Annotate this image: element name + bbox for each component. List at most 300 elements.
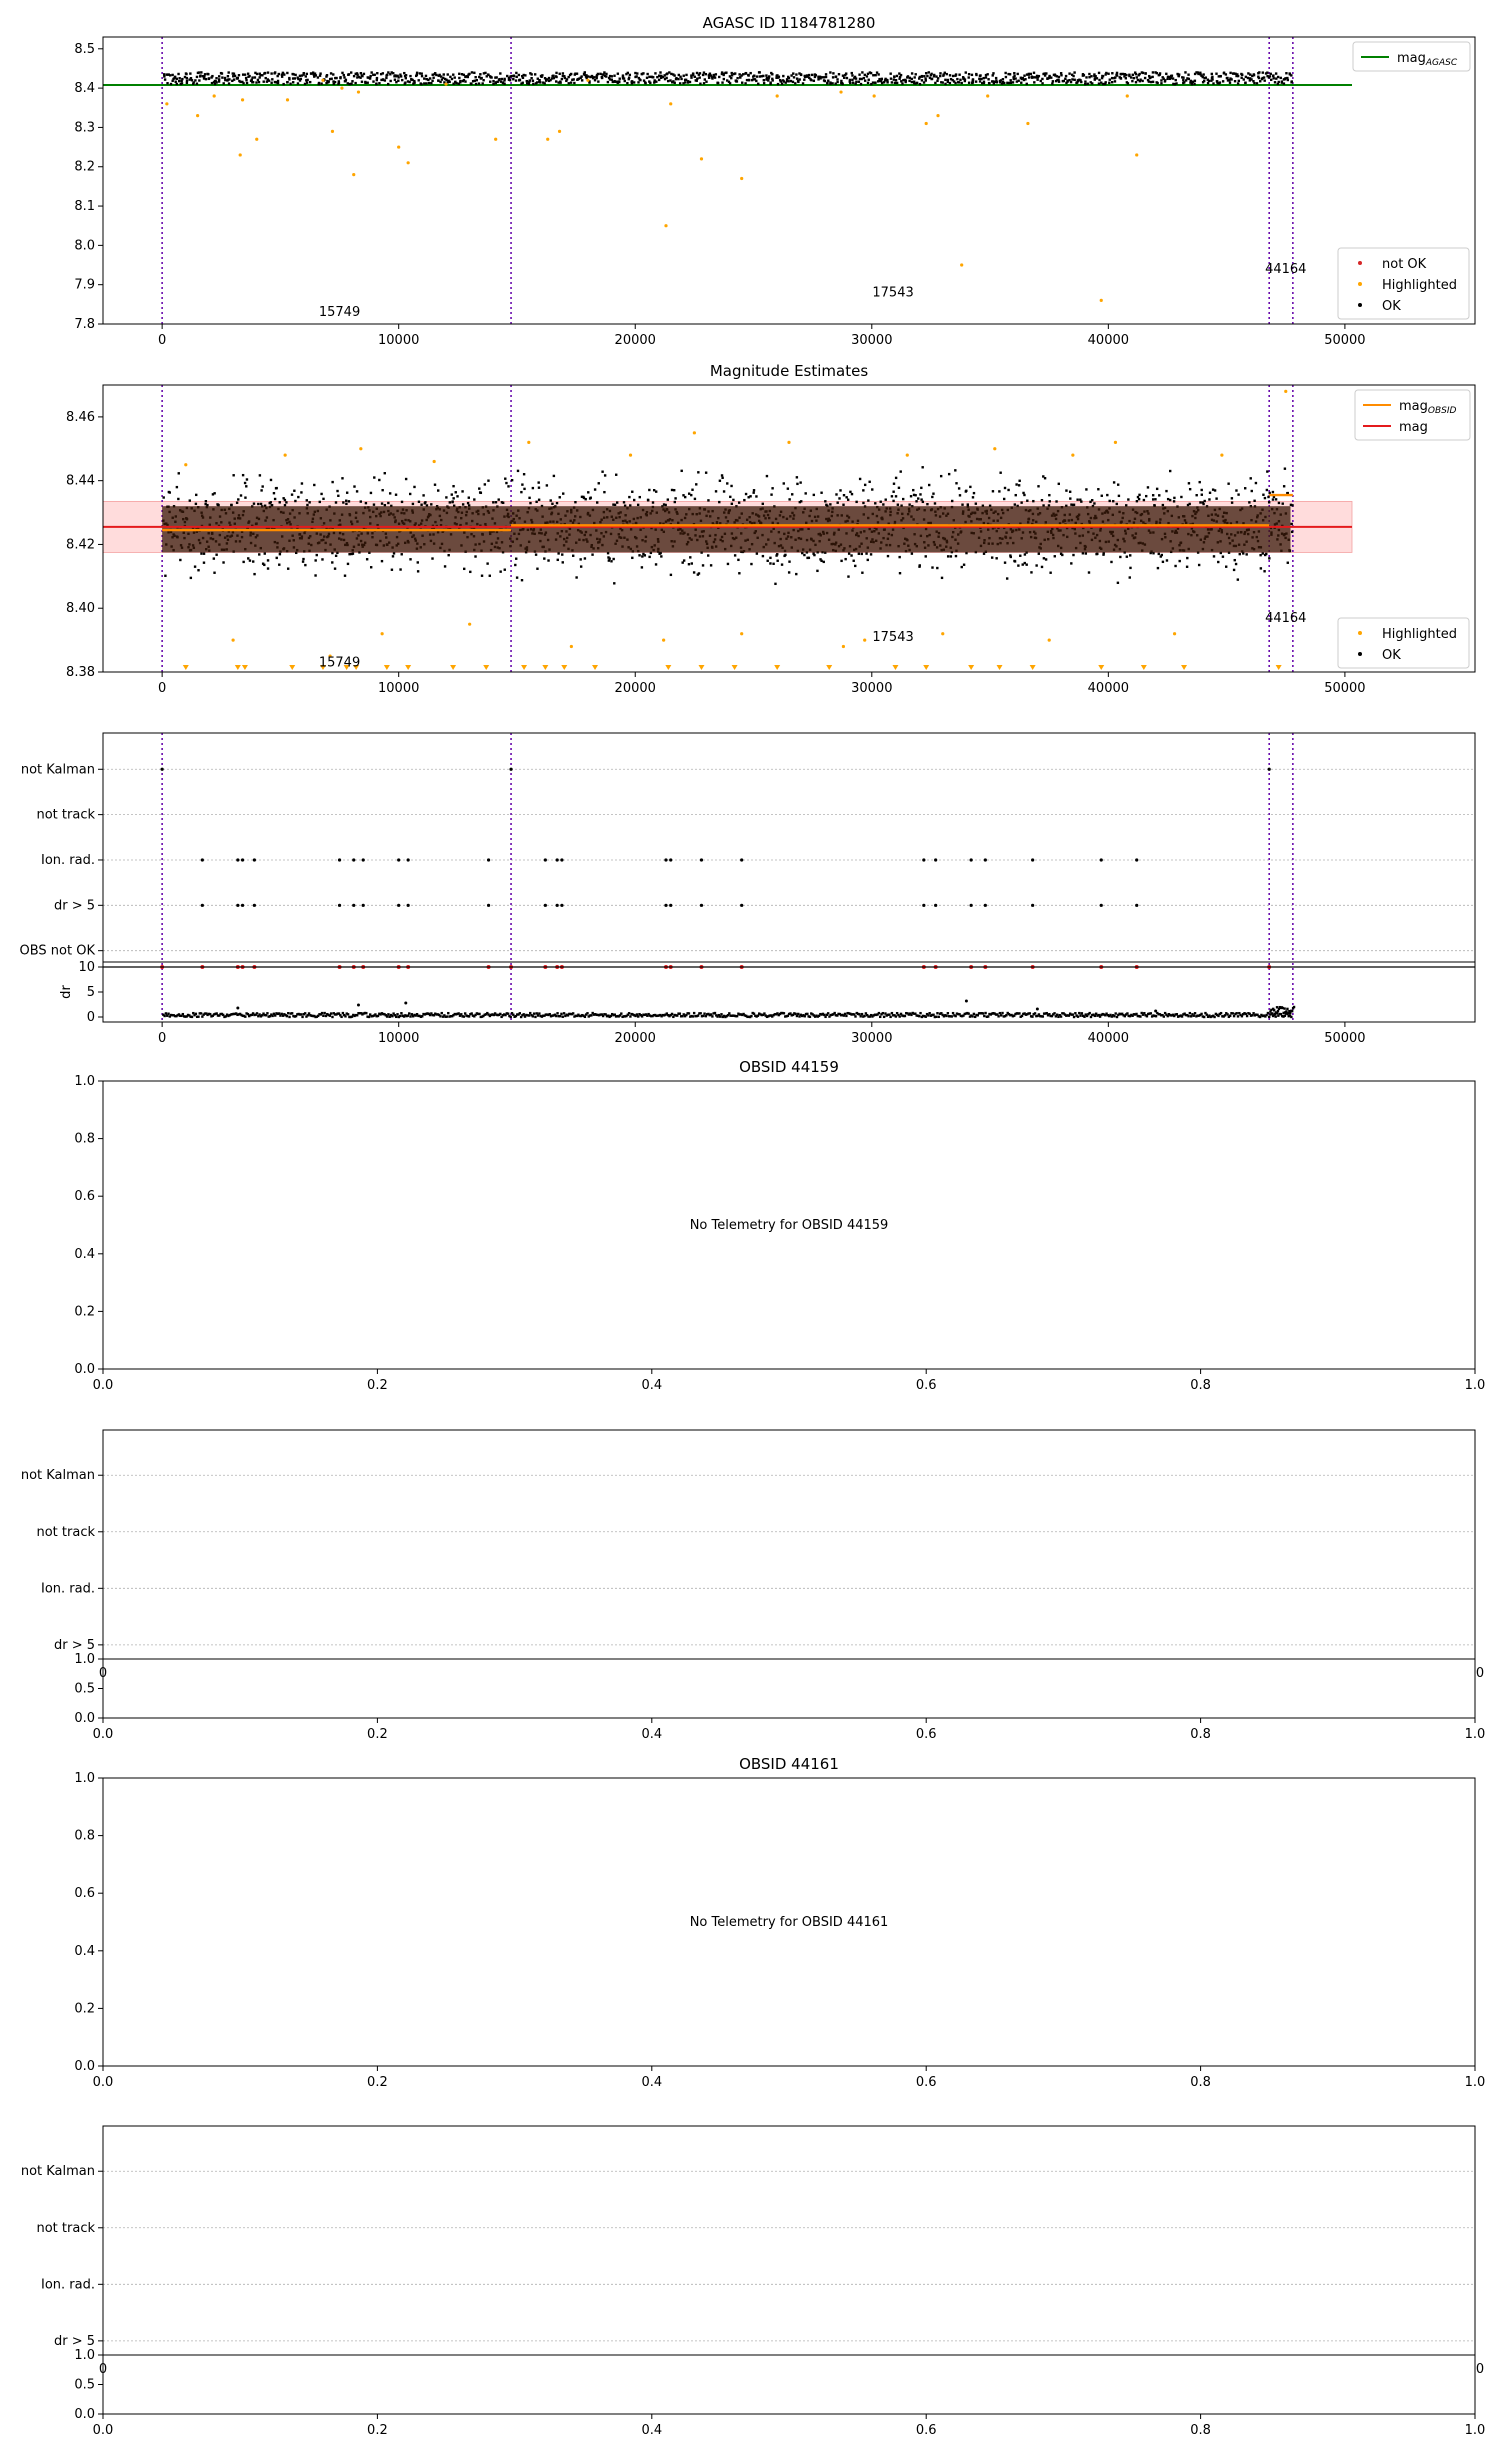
ok-point — [492, 80, 494, 82]
dr-point — [973, 1013, 975, 1015]
ok-point — [639, 496, 641, 498]
dr-point — [200, 1012, 202, 1014]
ok-point — [162, 496, 164, 498]
dr-point — [1235, 1012, 1237, 1014]
ok-point — [827, 80, 829, 82]
ok-point — [675, 78, 677, 80]
ok-point — [267, 559, 269, 561]
ok-point — [992, 490, 994, 492]
flag-event — [984, 858, 987, 861]
flag-event — [201, 858, 204, 861]
ok-point — [624, 80, 626, 82]
highlighted-point — [1100, 299, 1103, 302]
ok-point — [736, 77, 738, 79]
ok-point — [462, 503, 464, 505]
ok-point — [169, 74, 171, 76]
dr-point — [519, 1012, 521, 1014]
dr-point — [1060, 1015, 1062, 1017]
x-axis-tick-label: 30000 — [851, 1031, 893, 1046]
ok-point — [763, 79, 765, 81]
ok-point — [228, 82, 230, 84]
ok-point — [603, 491, 605, 493]
y-axis-tick-label: 8.46 — [66, 409, 95, 425]
ok-point — [1201, 489, 1203, 491]
ok-point — [933, 75, 935, 77]
flag-category-label: not track — [36, 1524, 95, 1540]
ok-point — [421, 72, 423, 74]
ok-point — [1269, 492, 1271, 494]
ok-point — [690, 494, 692, 496]
ok-point — [535, 82, 537, 84]
ok-point — [631, 80, 633, 82]
ok-point — [558, 73, 560, 75]
ok-point — [1229, 72, 1231, 74]
ok-point — [322, 498, 324, 500]
dr-point — [925, 1016, 927, 1018]
dr-point — [1155, 1015, 1157, 1017]
ok-point — [718, 501, 720, 503]
dr-point — [421, 1015, 423, 1017]
off-scale-marker — [289, 665, 295, 670]
dr-point — [932, 1014, 934, 1016]
dr-point — [1154, 1010, 1157, 1013]
flag-category-label: Ion. rad. — [41, 852, 95, 868]
ok-point — [1182, 79, 1184, 81]
ok-point — [1242, 552, 1244, 554]
ok-point — [538, 499, 540, 501]
ok-point — [723, 490, 725, 492]
ok-point — [581, 79, 583, 81]
dr-point — [209, 1013, 211, 1015]
ok-point — [673, 489, 675, 491]
ok-point — [1040, 80, 1042, 82]
ok-point — [741, 82, 743, 84]
dr-point — [391, 1015, 393, 1017]
dr-point — [1189, 1012, 1191, 1014]
ok-point — [752, 491, 754, 493]
highlighted-point — [331, 130, 334, 133]
flag-event — [397, 904, 400, 907]
ok-point — [748, 79, 750, 81]
ok-point — [1098, 72, 1100, 74]
dr-point — [878, 1012, 880, 1014]
ok-point — [843, 77, 845, 79]
ok-point — [461, 490, 463, 492]
ok-point — [1127, 498, 1129, 500]
ok-point — [176, 78, 178, 80]
ok-point — [758, 71, 760, 73]
ok-point — [1058, 76, 1060, 78]
ok-point — [252, 81, 254, 83]
ok-point — [961, 566, 963, 568]
ok-point — [1248, 501, 1250, 503]
dr-point — [1126, 1012, 1128, 1014]
dr-point — [439, 1015, 441, 1017]
obsid-label: 17543 — [872, 629, 914, 645]
ok-point — [417, 570, 419, 572]
ok-point — [1041, 499, 1043, 501]
ok-point — [911, 78, 913, 80]
ok-point — [1157, 567, 1159, 569]
ok-point — [874, 81, 876, 83]
dr-point — [529, 1012, 531, 1014]
ok-point — [347, 563, 349, 565]
ok-point — [401, 553, 403, 555]
off-scale-marker — [923, 665, 929, 670]
ok-point — [405, 74, 407, 76]
flag-category-label: not Kalman — [20, 1468, 95, 1484]
ok-point — [263, 564, 265, 566]
ok-point — [721, 477, 723, 479]
flag-event — [407, 858, 410, 861]
ok-point — [198, 79, 200, 81]
ok-point — [864, 484, 866, 486]
ok-point — [787, 80, 789, 82]
dr-point — [918, 1015, 920, 1017]
ok-point — [836, 502, 838, 504]
ok-point — [699, 72, 701, 74]
flag-event — [1100, 858, 1103, 861]
ok-point — [1262, 494, 1264, 496]
flag-frame — [103, 1430, 1475, 1659]
ok-point — [1189, 488, 1191, 490]
x-axis-tick-label: 10000 — [378, 333, 420, 348]
dr-point — [1286, 1008, 1288, 1010]
ok-point — [561, 78, 563, 80]
ok-point — [1162, 561, 1164, 563]
ok-point — [430, 503, 432, 505]
ok-point — [1253, 500, 1255, 502]
ok-point — [1245, 553, 1247, 555]
ok-point — [1211, 73, 1213, 75]
ok-point — [836, 78, 838, 80]
ok-point — [552, 75, 554, 77]
ok-point — [1212, 82, 1214, 84]
dr-point — [549, 1013, 551, 1015]
flag-event — [161, 768, 164, 771]
ok-point — [729, 82, 731, 84]
dr-point — [1293, 1006, 1295, 1008]
ok-point — [474, 80, 476, 82]
ok-point — [912, 489, 914, 491]
ok-point — [389, 80, 391, 82]
ok-point — [711, 77, 713, 79]
ok-point — [1287, 562, 1289, 564]
ok-point — [867, 499, 869, 501]
ok-point — [1164, 79, 1166, 81]
ok-point — [972, 78, 974, 80]
ok-point — [335, 555, 337, 557]
flag-category-label: dr > 5 — [53, 2333, 95, 2349]
ok-point — [350, 83, 352, 85]
ok-point — [885, 498, 887, 500]
dr-point — [935, 1016, 937, 1018]
legend-mag-label: mag — [1399, 420, 1428, 435]
ok-point — [520, 491, 522, 493]
ok-point — [858, 553, 860, 555]
ok-point — [702, 74, 704, 76]
dr-point — [1135, 1013, 1137, 1015]
ok-point — [200, 552, 202, 554]
ok-point — [755, 495, 757, 497]
dr-point — [688, 1012, 690, 1014]
ok-point — [1187, 73, 1189, 75]
dr-point — [288, 1016, 290, 1018]
dr-point — [463, 1015, 465, 1017]
ok-point — [1238, 80, 1240, 82]
ok-point — [895, 495, 897, 497]
ok-point — [456, 495, 458, 497]
ok-point — [471, 71, 473, 73]
dr-point — [891, 1012, 893, 1014]
ok-point — [1020, 501, 1022, 503]
ok-point — [849, 491, 851, 493]
ok-point — [1147, 486, 1149, 488]
ok-point — [1135, 81, 1137, 83]
dr-point — [1229, 1015, 1231, 1017]
ok-point — [1205, 76, 1207, 78]
ok-point — [824, 80, 826, 82]
dr-point — [1042, 1015, 1044, 1017]
flag-event — [236, 904, 239, 907]
ok-point — [918, 77, 920, 79]
chart-title: OBSID 44159 — [739, 1058, 839, 1076]
dr-point — [256, 1012, 258, 1014]
ok-point — [1230, 78, 1232, 80]
ok-point — [1170, 75, 1172, 77]
small-y-axis-tick-label: 0.5 — [74, 1681, 95, 1697]
ok-point — [796, 77, 798, 79]
ok-point — [695, 483, 697, 485]
ok-point — [781, 563, 783, 565]
ok-point — [1272, 74, 1274, 76]
ok-point — [253, 502, 255, 504]
ok-point — [543, 557, 545, 559]
ok-point — [356, 72, 358, 74]
dr-point — [1176, 1013, 1178, 1015]
flag-event — [338, 858, 341, 861]
ok-point — [637, 504, 639, 506]
ok-point — [227, 71, 229, 73]
ok-point — [204, 73, 206, 75]
ok-point — [795, 573, 797, 575]
ok-point — [844, 558, 846, 560]
ok-point — [696, 80, 698, 82]
dr-point — [408, 1012, 410, 1014]
ok-point — [185, 73, 187, 75]
legend-mag-label-sub: OBSID — [1427, 406, 1457, 416]
ok-point — [336, 490, 338, 492]
ok-point — [689, 81, 691, 83]
dr-point — [1000, 1014, 1002, 1016]
x-axis-tick-label: 40000 — [1087, 333, 1130, 348]
ok-point — [863, 77, 865, 79]
ok-point — [653, 81, 655, 83]
ok-point — [821, 76, 823, 78]
ok-point — [838, 497, 840, 499]
ok-point — [855, 501, 857, 503]
ok-point — [1085, 488, 1087, 490]
ok-point — [332, 73, 334, 75]
overlap-tick-label: 0 — [1475, 2362, 1485, 2377]
dr-point — [984, 1012, 986, 1014]
ok-point — [838, 73, 840, 75]
ok-point — [940, 475, 942, 477]
ok-point — [1070, 562, 1072, 564]
ok-point — [902, 498, 904, 500]
small-y-axis-tick-label: 0.5 — [74, 2377, 95, 2393]
ok-point — [369, 75, 371, 77]
ok-point — [1004, 561, 1006, 563]
ok-point — [1129, 554, 1131, 556]
ok-point — [911, 72, 913, 74]
dr-point — [997, 1015, 999, 1017]
ok-point — [1263, 76, 1265, 78]
ok-point — [825, 73, 827, 75]
ok-point — [808, 557, 810, 559]
ok-point — [1087, 83, 1089, 85]
ok-point — [734, 72, 736, 74]
dr-point — [446, 1015, 448, 1017]
flag-event — [984, 904, 987, 907]
ok-point — [1175, 79, 1177, 81]
ok-point — [771, 73, 773, 75]
ok-point — [1156, 488, 1158, 490]
flag-event — [700, 904, 703, 907]
ok-point — [381, 489, 383, 491]
ok-point — [778, 76, 780, 78]
dr-point — [165, 1012, 167, 1014]
ok-point — [983, 82, 985, 84]
ok-point — [515, 79, 517, 81]
ok-point — [334, 77, 336, 79]
ok-point — [771, 487, 773, 489]
ok-point — [1215, 73, 1217, 75]
chart-title: AGASC ID 1184781280 — [702, 14, 876, 32]
ok-point — [743, 499, 745, 501]
ok-point — [205, 78, 207, 80]
ok-point — [264, 552, 266, 554]
ok-point — [178, 472, 180, 474]
ok-point — [843, 494, 845, 496]
highlighted-point — [740, 632, 743, 635]
dr-point — [797, 1013, 799, 1015]
dr-point — [572, 1012, 574, 1014]
ok-point — [445, 79, 447, 81]
ok-point — [302, 558, 304, 560]
ok-point — [429, 77, 431, 79]
highlighted-point — [352, 173, 355, 176]
ok-point — [454, 76, 456, 78]
ok-point — [594, 488, 596, 490]
ok-point — [667, 498, 669, 500]
ok-point — [246, 478, 248, 480]
ok-point — [1234, 80, 1236, 82]
ok-point — [726, 482, 728, 484]
flag-event — [922, 904, 925, 907]
ok-point — [345, 500, 347, 502]
highlighted-point — [286, 98, 289, 101]
dr-point — [464, 1012, 466, 1014]
ok-point — [278, 73, 280, 75]
ok-point — [1120, 77, 1122, 79]
dr-point — [938, 1016, 940, 1018]
ok-point — [1199, 501, 1201, 503]
ok-point — [474, 76, 476, 78]
ok-point — [1229, 82, 1231, 84]
ok-point — [320, 82, 322, 84]
ok-point — [492, 501, 494, 503]
ok-point — [681, 561, 683, 563]
ok-point — [698, 572, 700, 574]
dr-point — [271, 1015, 273, 1017]
ok-point — [1274, 81, 1276, 83]
off-scale-marker — [1181, 665, 1187, 670]
ok-point — [495, 76, 497, 78]
ok-point — [288, 78, 290, 80]
ok-point — [737, 559, 739, 561]
ok-point — [522, 82, 524, 84]
ok-point — [1138, 494, 1140, 496]
ok-point — [840, 80, 842, 82]
ok-point — [189, 499, 191, 501]
ok-point — [1165, 73, 1167, 75]
ok-point — [294, 77, 296, 79]
ok-point — [282, 72, 284, 74]
ok-point — [232, 474, 234, 476]
ok-point — [762, 75, 764, 77]
ok-point — [242, 474, 244, 476]
ok-point — [1144, 77, 1146, 79]
ok-point — [200, 71, 202, 73]
ok-point — [613, 582, 615, 584]
ok-point — [424, 501, 426, 503]
y-axis-tick-label: 0.8 — [74, 1828, 95, 1844]
ok-point — [343, 76, 345, 78]
ok-point — [601, 471, 603, 473]
ok-point — [1003, 82, 1005, 84]
ok-point — [1281, 81, 1283, 83]
ok-point — [1264, 497, 1266, 499]
highlighted-point — [1284, 390, 1287, 393]
ok-point — [710, 564, 712, 566]
highlighted-point — [165, 102, 168, 105]
ok-point — [908, 80, 910, 82]
ok-point — [895, 79, 897, 81]
ok-point — [278, 563, 280, 565]
flag-frame — [103, 2126, 1475, 2355]
ok-point — [796, 483, 798, 485]
ok-point — [892, 491, 894, 493]
flag-category-label: not track — [36, 807, 95, 823]
ok-point — [365, 502, 367, 504]
ok-point — [1119, 556, 1121, 558]
ok-point — [287, 567, 289, 569]
ok-point — [612, 558, 614, 560]
dr-point — [928, 1012, 930, 1014]
ok-point — [562, 72, 564, 74]
dr-point — [854, 1015, 856, 1017]
ok-point — [432, 77, 434, 79]
x-axis-tick-label: 0 — [157, 681, 167, 696]
highlighted-point — [284, 454, 287, 457]
ok-point — [644, 81, 646, 83]
ok-point — [979, 74, 981, 76]
flag-event — [740, 904, 743, 907]
highlighted-point — [1048, 639, 1051, 642]
ok-point — [1158, 494, 1160, 496]
ok-point — [557, 559, 559, 561]
